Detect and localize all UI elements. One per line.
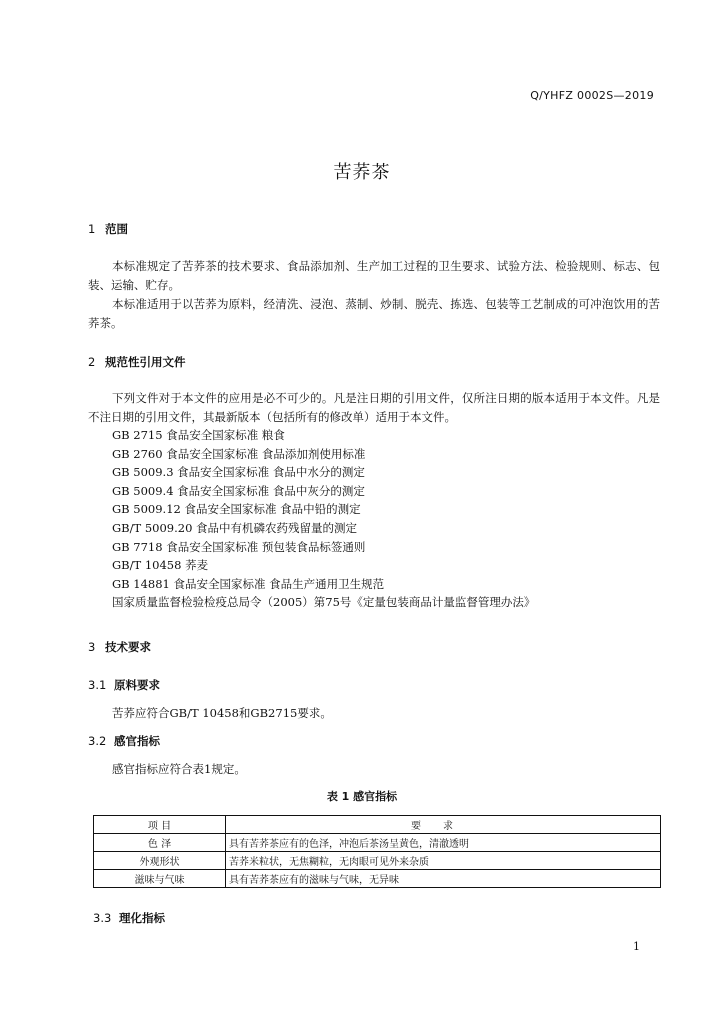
section-title: 原料要求 — [114, 678, 160, 692]
table-cell-item: 色 泽 — [94, 834, 226, 852]
column-header-requirement: 要求 — [226, 816, 661, 834]
reference-item: GB/T 10458 荞麦 — [112, 558, 209, 573]
reference-item: GB 14881 食品安全国家标准 食品生产通用卫生规范 — [112, 576, 385, 591]
section-number: 2 — [88, 355, 96, 369]
section-number: 3.3 — [93, 911, 112, 925]
column-header-item: 项 目 — [94, 816, 226, 834]
section-3-3-heading — [93, 910, 165, 926]
reference-item: GB 2760 食品安全国家标准 食品添加剂使用标准 — [112, 446, 366, 461]
section-title: 范围 — [105, 222, 128, 236]
section-number: 1 — [88, 222, 96, 236]
normative-references-list — [112, 426, 535, 612]
table-cell-requirement: 具有苦荞茶应有的滋味与气味，无异味 — [226, 870, 661, 888]
section-3-2-text: 感官指标应符合表1规定。 — [112, 762, 246, 776]
table-cell-item: 外观形状 — [94, 852, 226, 870]
sensory-requirements-table — [93, 815, 661, 888]
reference-item: GB 5009.12 食品安全国家标准 食品中铅的测定 — [112, 502, 361, 517]
table-cell-requirement: 苦荞米粒状，无焦糊粒，无肉眼可见外来杂质 — [226, 852, 661, 870]
reference-item: GB 2715 食品安全国家标准 粮食 — [112, 428, 285, 442]
table-header-row — [94, 816, 661, 834]
section-3-2-heading — [88, 733, 160, 749]
section-number: 3.2 — [88, 734, 107, 748]
table-row — [94, 870, 661, 888]
section-3-1-text: 苦荞应符合GB/T 10458和GB2715要求。 — [112, 706, 332, 720]
section-3-1-heading — [88, 677, 160, 693]
document-title: 苦荞茶 — [333, 162, 391, 183]
section-number: 3.1 — [88, 678, 107, 692]
table-row — [94, 834, 661, 852]
reference-item: GB/T 5009.20 食品中有机磷农药残留量的测定 — [112, 520, 358, 535]
section-2-intro: 下列文件对于本文件的应用是必不可少的。凡是注日期的引用文件，仅所注日期的版本适用于本文件。凡是不注日期的引用文件，其最新版本（包括所有的修改单）适用于本文件。 — [88, 391, 660, 424]
reference-item: GB 5009.4 食品安全国家标准 食品中灰分的测定 — [112, 483, 365, 498]
document-code: Q/YHFZ 0002S—2019 — [530, 89, 654, 102]
table-cell-item: 滋味与气味 — [94, 870, 226, 888]
section-title: 规范性引用文件 — [105, 355, 186, 369]
section-1-paragraph-2: 本标准适用于以苦荞为原料，经清洗、浸泡、蒸制、炒制、脱壳、拣选、包装等工艺制成的可冲泡饮用的苦荞茶。 — [88, 297, 660, 330]
table-1-title: 表 1 感官指标 — [326, 790, 398, 803]
section-3-heading — [88, 639, 151, 655]
section-title: 感官指标 — [114, 734, 160, 748]
table-row — [94, 852, 661, 870]
section-title: 理化指标 — [119, 911, 165, 925]
section-1-paragraph-1: 本标准规定了苦荞茶的技术要求、食品添加剂、生产加工过程的卫生要求、试验方法、检验规则、标志、包装、运输、贮存。 — [88, 259, 660, 292]
section-2-heading — [88, 354, 186, 370]
page-number: 1 — [633, 940, 640, 953]
reference-item: GB 5009.3 食品安全国家标准 食品中水分的测定 — [112, 465, 365, 480]
table-cell-requirement: 具有苦荞茶应有的色泽，冲泡后茶汤呈黄色，清澈透明 — [226, 834, 661, 852]
section-title: 技术要求 — [105, 640, 151, 654]
reference-item: 国家质量监督检验检疫总局令（2005）第75号《定量包装商品计量监督管理办法》 — [112, 595, 536, 610]
section-1-heading — [88, 221, 128, 237]
reference-item: GB 7718 食品安全国家标准 预包装食品标签通则 — [112, 539, 366, 554]
section-number: 3 — [88, 640, 96, 654]
